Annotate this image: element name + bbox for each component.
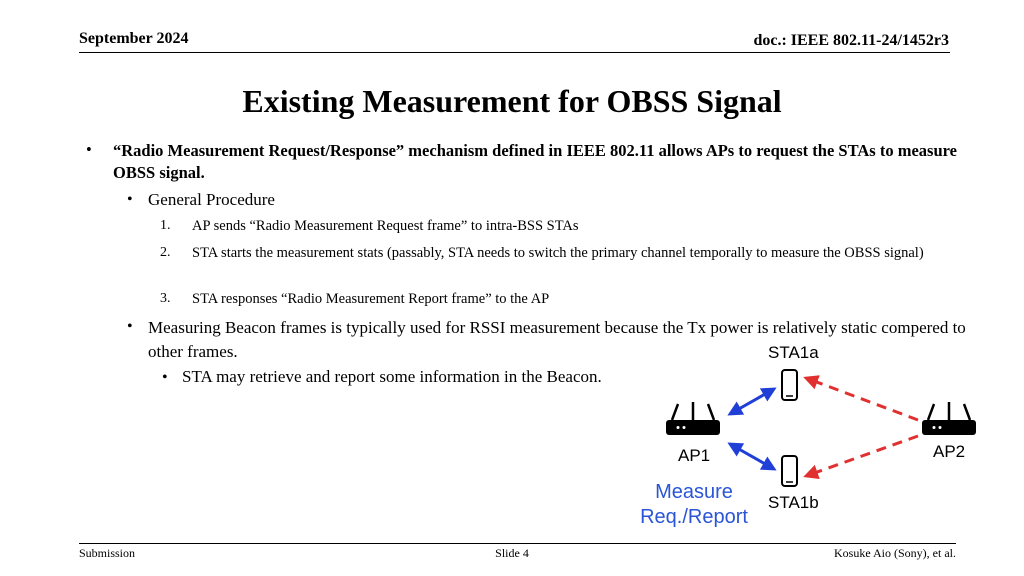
step-number: 1. — [160, 218, 171, 233]
sta1a-label: STA1a — [768, 343, 819, 362]
general-procedure-text: General Procedure — [148, 190, 275, 209]
step-text: STA responses “Radio Measurement Report frame” to the AP — [192, 291, 550, 307]
header-divider — [79, 52, 950, 53]
footer-author: Kosuke Aio (Sony), et al. — [834, 546, 956, 560]
sta1a-phone-icon — [782, 370, 797, 400]
obss-diagram — [620, 336, 990, 536]
ap2-router-icon — [922, 402, 976, 435]
step-number: 3. — [160, 291, 171, 306]
header-doc-id: doc.: IEEE 802.11-24/1452r3 — [753, 32, 949, 49]
step-text: AP sends “Radio Measurement Request frame” to intra-BSS STAs — [192, 218, 579, 234]
measure-label: Measure — [655, 481, 733, 503]
slide-number: Slide 4 — [495, 546, 529, 560]
ap2-sta1a-arrow — [806, 378, 918, 420]
ap1-router-icon — [666, 402, 720, 435]
sta1b-phone-icon — [782, 456, 797, 486]
main-bullet-text: “Radio Measurement Request/Response” mechanism defined in IEEE 802.11 allows APs to request the STAs to measure OBSS signal. — [113, 141, 957, 182]
header-date: September 2024 — [79, 30, 189, 47]
step-text: STA starts the measurement stats (passably, STA needs to switch the primary channel temporally to measure the OBSS signal) — [192, 245, 924, 261]
ap1-sta1b-arrow — [730, 444, 774, 469]
bullet-marker: • — [127, 191, 133, 208]
ap1-label: AP1 — [678, 446, 711, 465]
footer-left: Submission — [79, 546, 136, 560]
step-number: 2. — [160, 245, 171, 260]
bullet-marker: • — [162, 369, 168, 386]
ap2-sta1b-arrow — [806, 436, 918, 476]
footer-divider — [79, 543, 956, 544]
req-report-label: Req./Report — [640, 506, 748, 528]
beacon-bullet-text: Measuring Beacon frames is typically used for RSSI measurement because the Tx power is relatively static compered to other frames. — [148, 318, 966, 361]
slide-title: Existing Measurement for OBSS Signal — [242, 83, 782, 119]
sta1b-label: STA1b — [768, 493, 819, 512]
ap1-sta1a-arrow — [730, 389, 774, 414]
beacon-sub-bullet-text: STA may retrieve and report some information in the Beacon. — [182, 367, 602, 386]
bullet-marker: • — [86, 140, 92, 159]
bullet-marker: • — [127, 318, 133, 335]
ap2-label: AP2 — [933, 442, 966, 461]
